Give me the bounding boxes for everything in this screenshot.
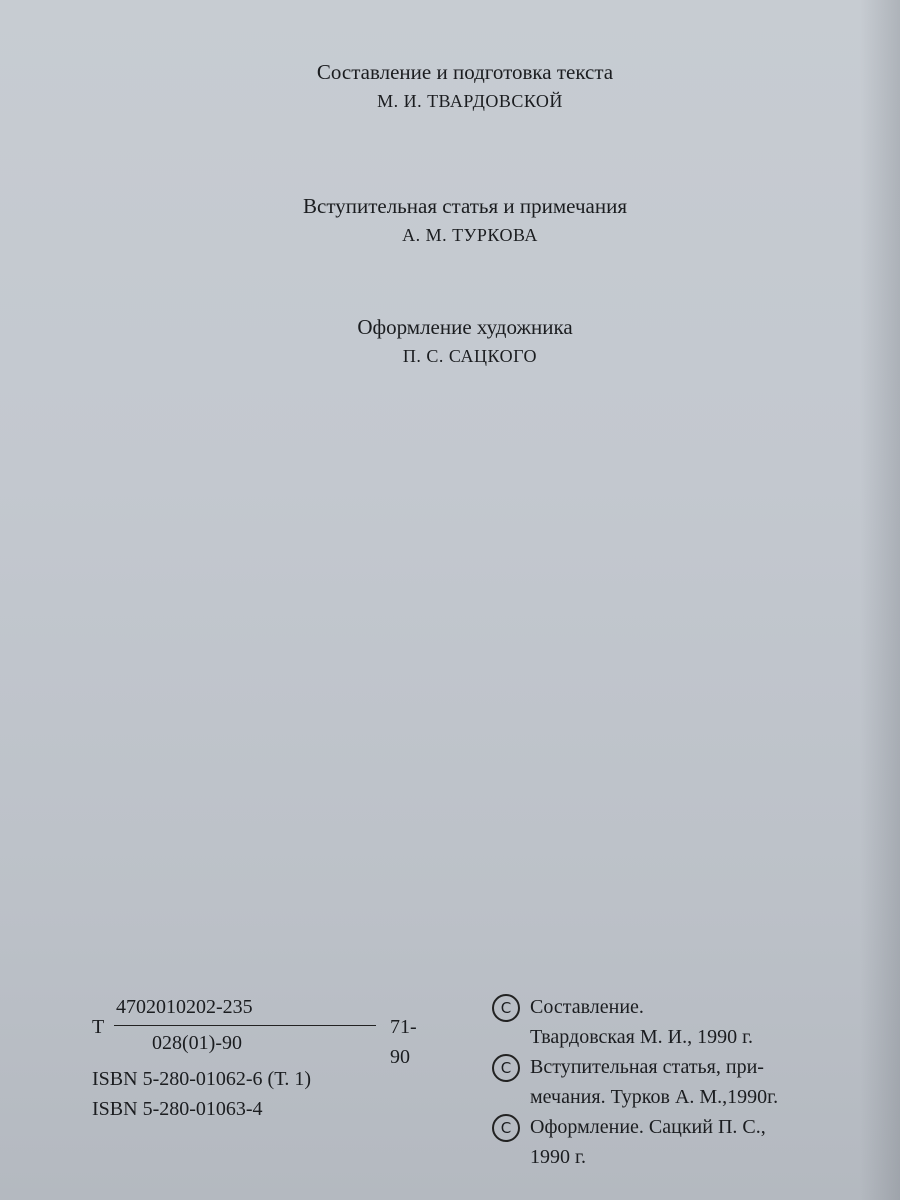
- copyright-line: мечания. Турков А. М.,1990г.: [530, 1086, 779, 1108]
- catalog-numerator: 4702010202-235: [116, 996, 253, 1018]
- isbn-set: ISBN 5-280-01063-4: [92, 1098, 263, 1120]
- credit-person: А. М. ТУРКОВА: [402, 225, 538, 245]
- credit-introduction: [0, 192, 900, 250]
- fraction-line: [114, 1025, 376, 1026]
- copyright-icon: C: [492, 1114, 520, 1142]
- copyright-introduction: [492, 1052, 852, 1112]
- copyright-line: Вступительная статья, при-: [530, 1056, 764, 1078]
- credit-design: [0, 313, 900, 371]
- credit-role: Составление и подготовка текста: [316, 60, 614, 84]
- credit-compiler: [0, 58, 900, 116]
- copyright-line: 1990 г.: [530, 1146, 586, 1168]
- bibliographic-block: [92, 992, 417, 1124]
- catalog-suffix: 71-90: [390, 1016, 417, 1068]
- credit-person: П. С. САЦКОГО: [402, 346, 538, 366]
- catalog-denominator: 028(01)-90: [152, 1032, 242, 1054]
- copyright-line: Составление.: [530, 996, 644, 1018]
- catalog-index: [92, 992, 417, 1068]
- isbn-volume: ISBN 5-280-01062-6 (Т. 1): [92, 1068, 312, 1090]
- copyright-line: Твардовская М. И., 1990 г.: [530, 1026, 754, 1048]
- copyright-design: [492, 1112, 852, 1172]
- credit-person: М. И. ТВАРДОВСКОЙ: [377, 91, 563, 111]
- page-edge-shadow: [860, 0, 900, 1200]
- copyright-compilation: [492, 992, 852, 1052]
- catalog-letter: Т: [92, 1016, 105, 1038]
- copyright-line: Оформление. Сацкий П. С.,: [530, 1116, 766, 1138]
- copyright-icon: C: [492, 994, 520, 1022]
- credit-role: Оформление художника: [357, 315, 573, 339]
- copyright-block: [492, 992, 852, 1172]
- copyright-icon: C: [492, 1054, 520, 1082]
- credit-role: Вступительная статья и примечания: [303, 194, 627, 218]
